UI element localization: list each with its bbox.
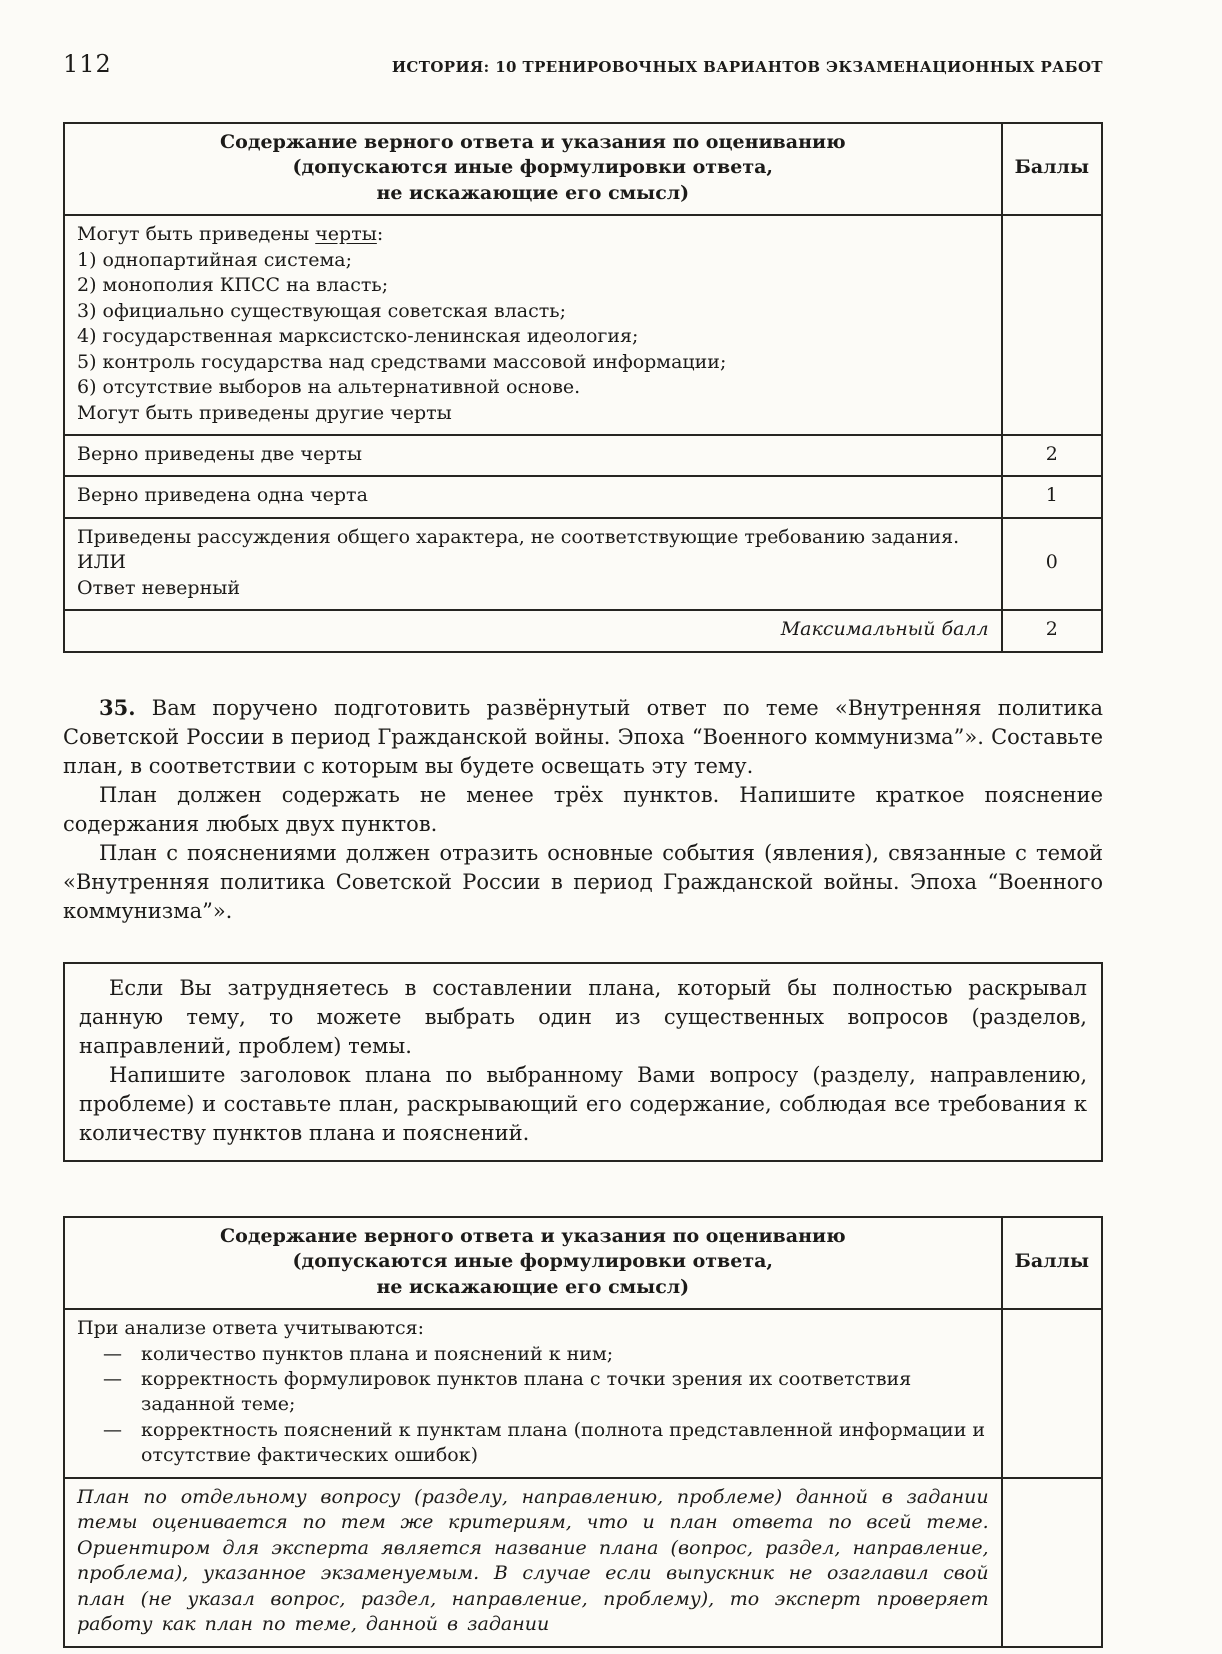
max-score-label: Максимальный балл xyxy=(64,610,1002,651)
hint-box xyxy=(63,962,1103,1162)
criteria-cell xyxy=(64,1309,1002,1478)
table2-header-line2: (допускаются иные формулировки ответа, xyxy=(292,1250,774,1273)
table1-header-line3: не искажающие его смысл) xyxy=(376,181,690,204)
table2-criteria-row xyxy=(64,1309,1102,1478)
table1-score-row-2pts xyxy=(64,435,1102,476)
hint-paragraph-2: Напишите заголовок плана по выбранному Вами вопросу (разделу, направлению, проблеме) и составьте план, раскрывающий его содержание, соблюдая все требования к количеству пунктов плана и пояснений. xyxy=(79,1062,1087,1145)
dash-marker: — xyxy=(103,1367,122,1390)
score-row-value: 0 xyxy=(1002,518,1102,610)
table1-score-row-1pt xyxy=(64,476,1102,517)
hint-paragraph-1: Если Вы затрудняетесь в составлении плана, который бы полностью раскрывал данную тему, то можете выбрать один из существенных вопросов (разделов, направлений, проблем) темы. xyxy=(79,975,1087,1058)
zero-row-line3: Ответ неверный xyxy=(77,576,241,599)
score-row-value: 2 xyxy=(1002,435,1102,476)
table2-expert-note-row xyxy=(64,1478,1102,1647)
underlined-word: черты xyxy=(315,223,377,246)
feature-item: 4) государственная марксистско-ленинская идеология; xyxy=(77,325,639,348)
running-header xyxy=(63,50,1103,78)
task-number: 35. xyxy=(99,694,136,720)
max-score-value: 2 xyxy=(1002,610,1102,651)
table2-expert-score-cell xyxy=(1002,1478,1102,1647)
dash-marker: — xyxy=(103,1418,122,1441)
task-paragraph-3: План с пояснениями должен отразить основные события (явления), связанные с темой «Внутренняя политика Советской России в период Гражданской войны. Эпоха “Военного коммунизма”». xyxy=(63,840,1103,923)
score-row-text xyxy=(64,518,1002,610)
criteria-item: — количество пунктов плана и пояснений к ним; xyxy=(77,1342,989,1367)
answer-intro-line: Могут быть приведены черты: xyxy=(77,223,384,246)
table2-header-line3: не искажающие его смысл) xyxy=(376,1275,690,1298)
table1-answer-score-cell xyxy=(1002,215,1102,435)
table1-header-score-cell: Баллы xyxy=(1002,123,1102,215)
expert-note-cell: План по отдельному вопросу (разделу, направлению, проблеме) данной в задании темы оценивается по тем же критериям, что и план ответа по всей теме. Ориентиром для эксперта является название плана (вопрос, раздел, направление, проблема), указанное экзаменуемым. В случае если выпускник не озаглавил свой план (не указал вопрос, раздел, направление, проблему), то эксперт проверяет работу как план по теме, данной в задании xyxy=(64,1478,1002,1647)
score-row-text: Верно приведена одна черта xyxy=(64,476,1002,517)
feature-item: 5) контроль государства над средствами массовой информации; xyxy=(77,350,727,373)
table1-header-content-cell xyxy=(64,123,1002,215)
task-paragraph-2: План должен содержать не менее трёх пунктов. Напишите краткое пояснение содержания любых двух пунктов. xyxy=(63,782,1103,836)
running-title: ИСТОРИЯ: 10 ТРЕНИРОВОЧНЫХ ВАРИАНТОВ ЭКЗАМЕНАЦИОННЫХ РАБОТ xyxy=(391,58,1103,76)
table1-answer-row xyxy=(64,215,1102,435)
table2-criteria-score-cell xyxy=(1002,1309,1102,1478)
table1-header-line2: (допускаются иные формулировки ответа, xyxy=(292,156,774,179)
page-content xyxy=(63,0,1103,1648)
task-35 xyxy=(63,693,1103,926)
answer-outro-line: Могут быть приведены другие черты xyxy=(77,401,452,424)
table2-header-score-cell: Баллы xyxy=(1002,1217,1102,1309)
criteria-item: — корректность формулировок пунктов плана с точки зрения их соответствия заданной теме; xyxy=(103,1367,912,1416)
table2-header-row xyxy=(64,1217,1102,1309)
table1-score-row-0pts xyxy=(64,518,1102,610)
criteria-intro: При анализе ответа учитываются: xyxy=(77,1317,425,1340)
feature-item: 6) отсутствие выборов на альтернативной основе. xyxy=(77,376,581,399)
table2-header-content-cell xyxy=(64,1217,1002,1309)
table1-answer-cell xyxy=(64,215,1002,435)
table1-max-score-row xyxy=(64,610,1102,651)
zero-row-line1: Приведены рассуждения общего характера, не соответствующие требованию задания. xyxy=(77,525,960,548)
feature-item: 1) однопартийная система; xyxy=(77,248,352,271)
table2-header-line1: Содержание верного ответа и указания по оцениванию xyxy=(220,1224,846,1247)
score-row-text: Верно приведены две черты xyxy=(64,435,1002,476)
feature-item: 2) монополия КПСС на власть; xyxy=(77,274,389,297)
criteria-item: — корректность пояснений к пунктам плана (полнота представленной информации и отсутствие фактических ошибок) xyxy=(103,1418,986,1467)
zero-row-line2: ИЛИ xyxy=(77,551,126,574)
dash-marker: — xyxy=(103,1342,122,1365)
scoring-table-1 xyxy=(63,122,1103,653)
feature-item: 3) официально существующая советская власть; xyxy=(77,299,566,322)
table1-header-line1: Содержание верного ответа и указания по оцениванию xyxy=(220,131,846,153)
scoring-table-2 xyxy=(63,1216,1103,1648)
page-number: 112 xyxy=(63,50,112,78)
task-paragraph-1: 35. Вам поручено подготовить развёрнутый ответ по теме «Внутренняя политика Советской России в период Гражданской войны. Эпоха “Военного коммунизма”». Составьте план, в соответствии с которым вы будете освещать эту тему. xyxy=(63,694,1103,778)
table1-header-row xyxy=(64,123,1102,215)
score-row-value: 1 xyxy=(1002,476,1102,517)
